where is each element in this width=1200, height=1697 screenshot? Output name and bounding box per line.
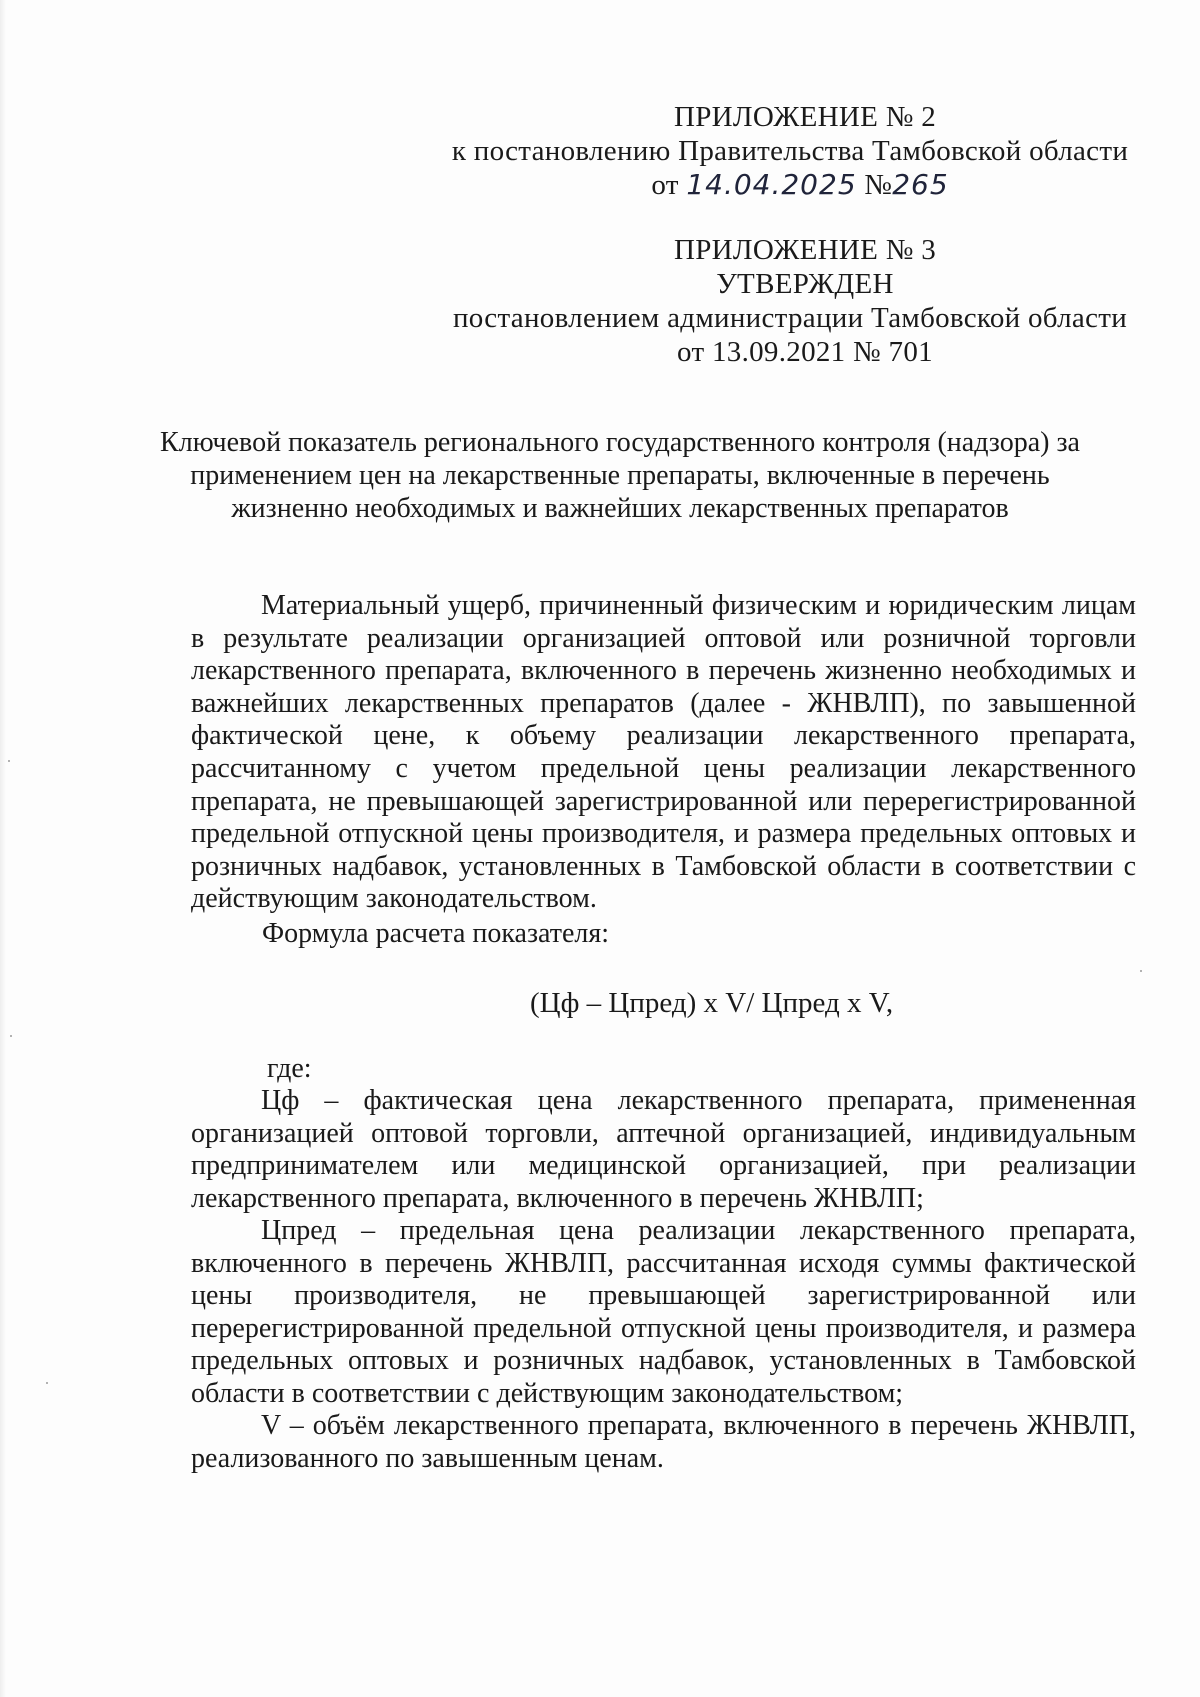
number-prefix: № bbox=[864, 169, 893, 201]
date-prefix: от bbox=[651, 169, 679, 201]
appendix-3-heading: ПРИЛОЖЕНИЕ № 3 bbox=[673, 234, 937, 266]
appendix-2-date-line bbox=[440, 168, 1140, 202]
scan-edge-shadow bbox=[0, 0, 6, 1697]
appendix-3-block bbox=[440, 233, 1140, 369]
paragraph-material-damage: Материальный ущерб, причиненный физическим и юридическим лицам в результате реализации организацией оптовой или розничной торговли лекарственного препарата, включенного в перечень жизненно необходимых и важнейших лекарственных препаратов (далее - ЖНВЛП), по завышенной фактической цене, к объему реализации лекарственного препарата, рассчитанному с учетом предельной цены реализации лекарственного препарата, не превышающей зарегистрированной или перерегистрированной предельной отпускной цены производителя, и размера предельных оптовых и розничных надбавок, установленных в Тамбовской области в соответствии с действующим законодательством. bbox=[191, 590, 1136, 915]
formula-intro: Формула расчета показателя: bbox=[262, 918, 610, 949]
title-line-3: жизненно необходимых и важнейших лекарственных препаратов bbox=[231, 493, 1009, 524]
document-title bbox=[150, 426, 1090, 525]
definition-cf: Цф – фактическая цена лекарственного препарата, примененная организацией оптовой торговли, аптечной организацией, индивидуальным предпринимателем или медицинской организацией, при реализации лекарственного препарата, включенного в перечень ЖНВЛП; bbox=[191, 1085, 1136, 1214]
scan-speck bbox=[10, 1035, 12, 1037]
approved-label: УТВЕРЖДЕН bbox=[716, 268, 894, 300]
appendix-2-block bbox=[440, 100, 1140, 202]
appendix-3-date-line: от 13.09.2021 № 701 bbox=[677, 336, 933, 368]
scan-speck bbox=[8, 760, 10, 762]
appendix-2-heading: ПРИЛОЖЕНИЕ № 2 bbox=[673, 101, 937, 133]
definition-v: V – объём лекарственного препарата, включенного в перечень ЖНВЛП, реализованного по завышенным ценам. bbox=[191, 1410, 1136, 1474]
handwritten-number: 265 bbox=[892, 168, 949, 201]
title-line-2: применением цен на лекарственные препараты, включенные в перечень bbox=[190, 460, 1050, 491]
scan-speck bbox=[1140, 970, 1142, 972]
formula: (Цф – Цпред) х V/ Цпред х V, bbox=[530, 987, 894, 1019]
definition-cpred: Цпред – предельная цена реализации лекарственного препарата, включенного в перечень ЖНВЛП, рассчитанная исходя суммы фактической цены производителя, не превышающей зарегистрированной или перерегистрированной предельной отпускной цены производителя, и размера предельных оптовых и розничных надбавок, установленных в Тамбовской области в соответствии с действующим законодательством; bbox=[191, 1215, 1136, 1409]
appendix-3-resolution-line: постановлением администрации Тамбовской области bbox=[452, 302, 1128, 334]
scan-speck bbox=[46, 1382, 48, 1384]
handwritten-date: 14.04.2025 bbox=[686, 168, 857, 201]
title-line-1: Ключевой показатель регионального государственного контроля (надзора) за bbox=[160, 427, 1080, 458]
where-label: где: bbox=[267, 1053, 312, 1084]
appendix-2-resolution-line: к постановлению Правительства Тамбовской области bbox=[451, 135, 1129, 167]
